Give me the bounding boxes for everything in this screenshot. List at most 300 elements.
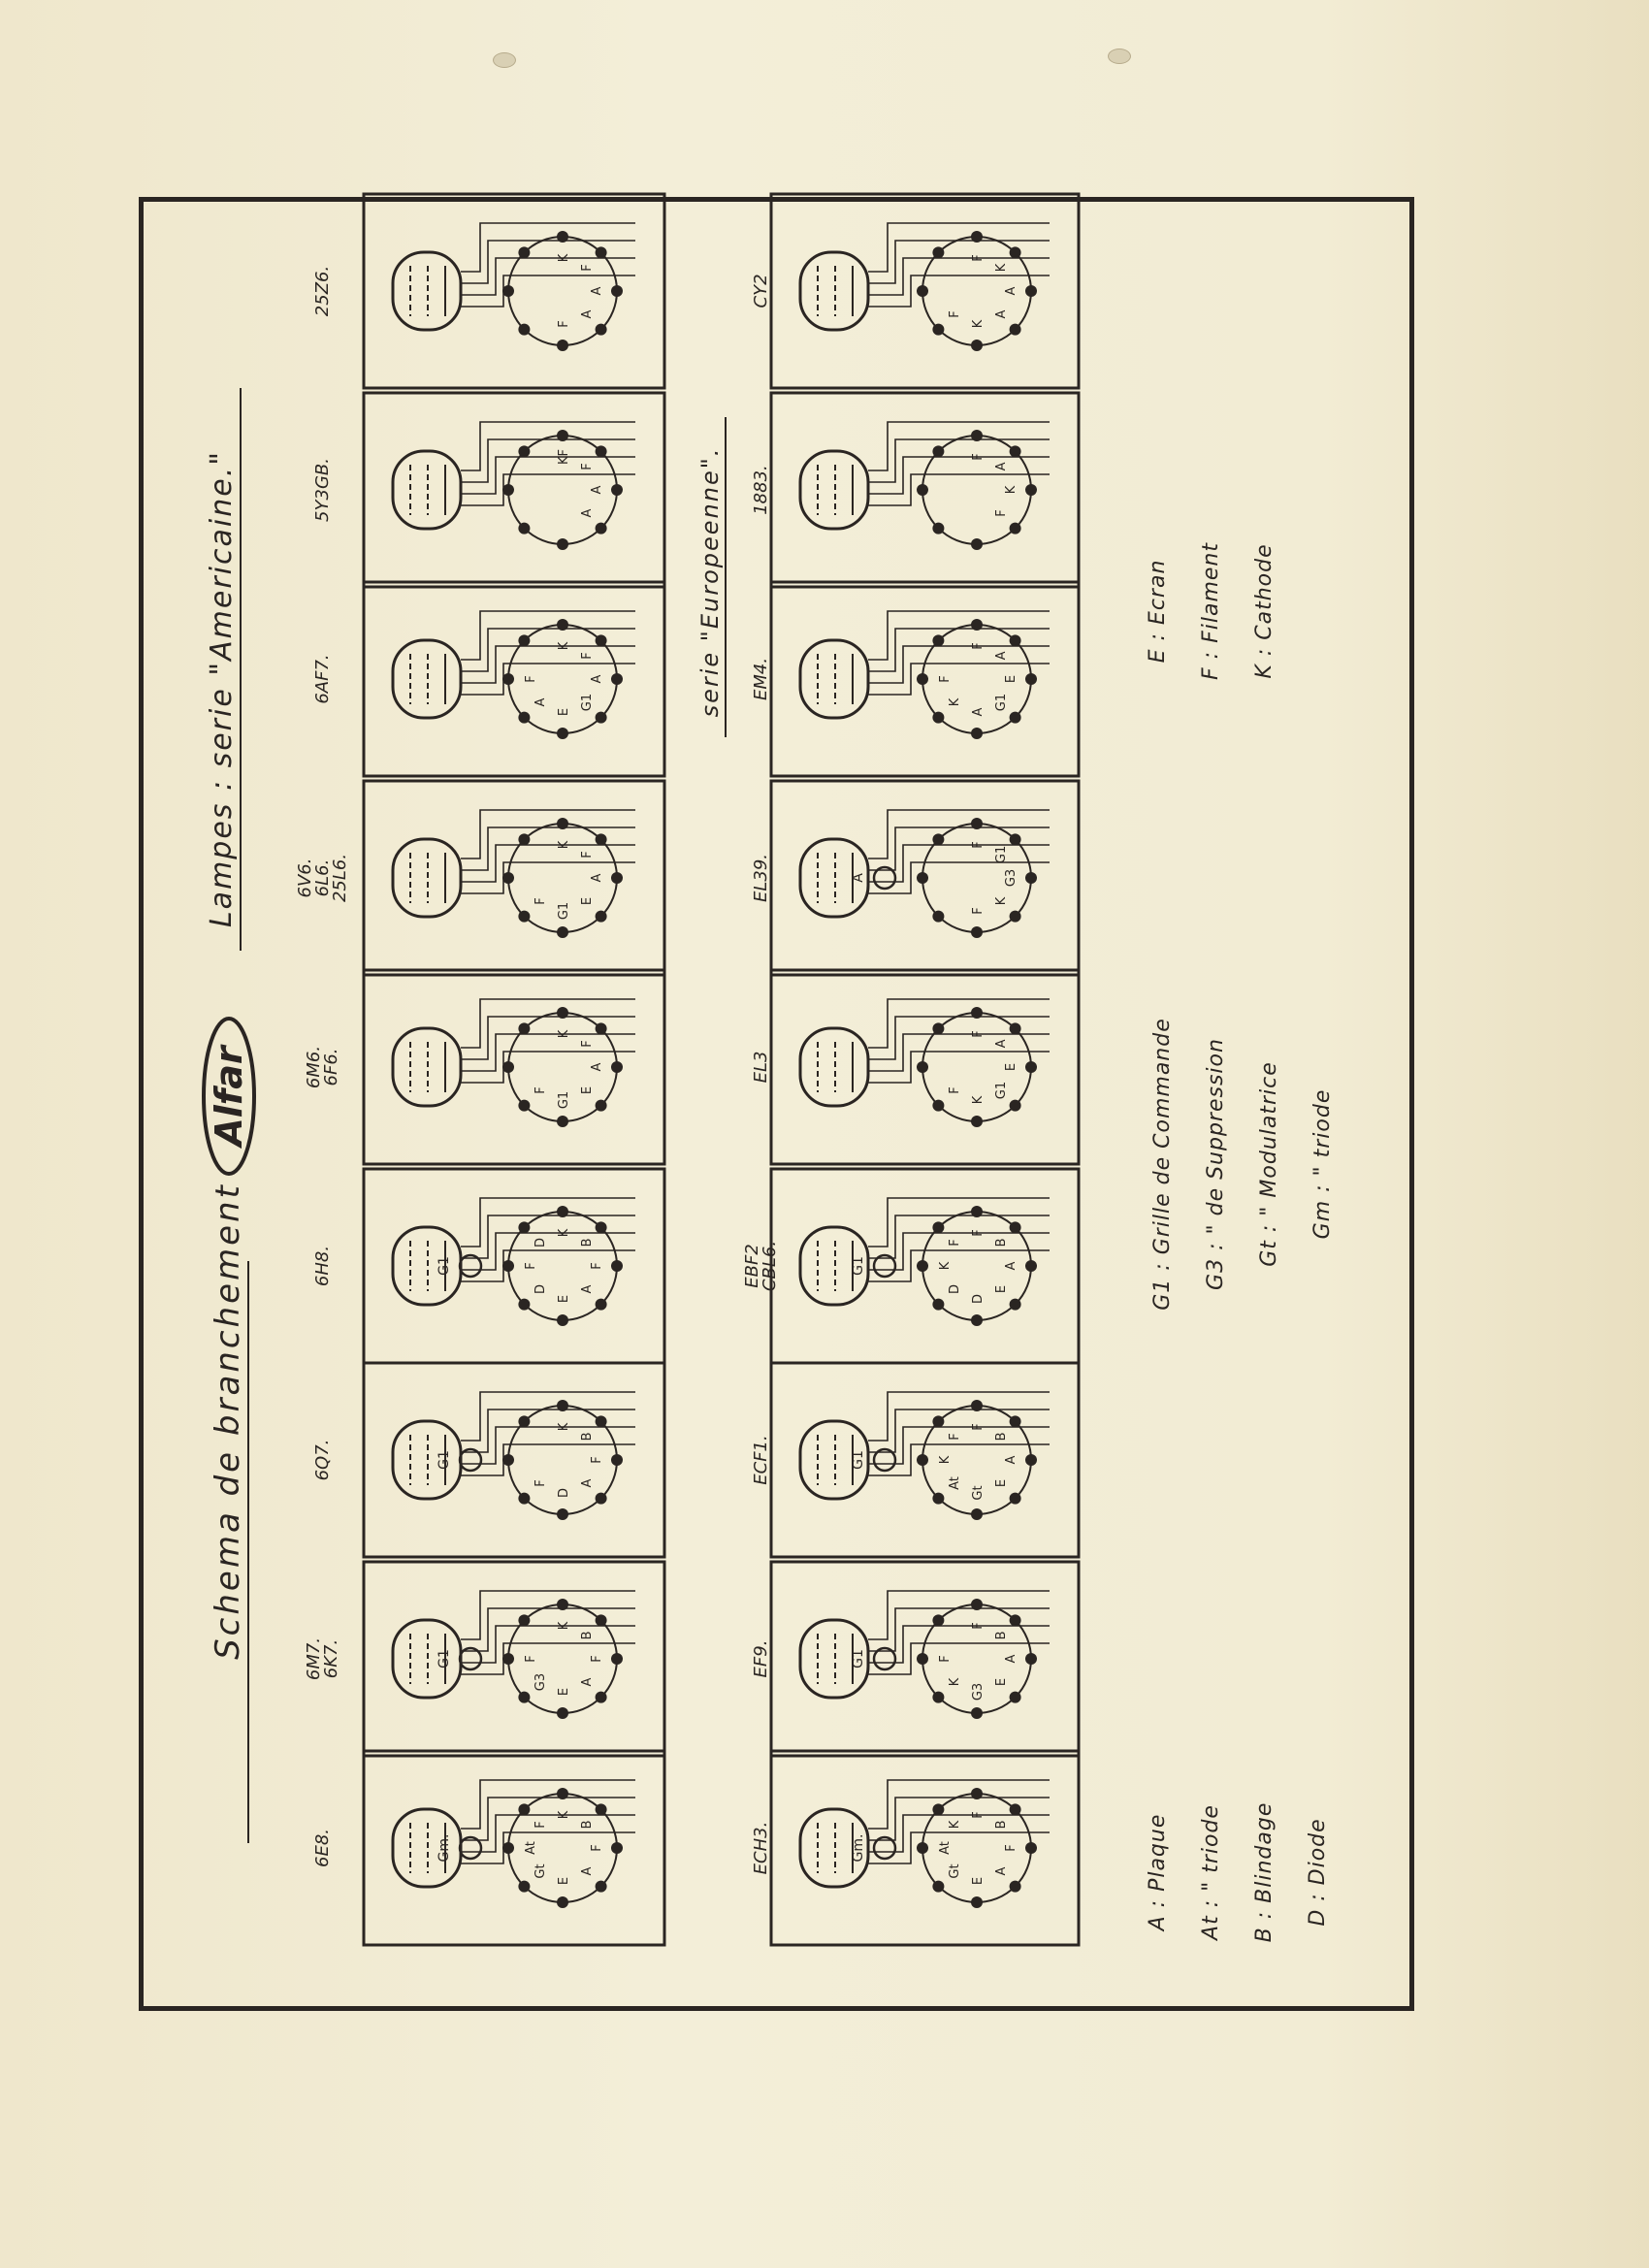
socket-pin <box>932 1415 944 1427</box>
socket-pin <box>611 285 623 297</box>
pin-label: D <box>533 1237 548 1247</box>
pin-label: G1 <box>994 845 1010 864</box>
socket-pin <box>611 673 623 685</box>
socket-pin <box>596 833 607 845</box>
socket-pin <box>1025 1653 1037 1665</box>
legend-entry: E : Ecran <box>1146 559 1170 664</box>
socket-pin <box>932 523 944 535</box>
socket-pin <box>971 538 983 550</box>
pin-label: K <box>1004 485 1018 495</box>
pin-label: F <box>947 1433 962 1441</box>
pin-label: A <box>590 674 604 684</box>
socket-pin <box>596 1493 607 1505</box>
socket-pin <box>1025 1061 1037 1073</box>
socket-pin <box>1010 634 1021 646</box>
pin-label: B <box>580 1631 596 1640</box>
pin-label: F <box>971 1622 986 1630</box>
socket-pin <box>932 1493 944 1505</box>
socket-pin <box>596 523 607 535</box>
pin-label: A <box>994 1866 1010 1876</box>
socket-pin <box>596 1415 607 1427</box>
socket-pin <box>932 1881 944 1893</box>
pin-label: E <box>580 896 596 906</box>
socket-pin <box>932 246 944 258</box>
pin-label: G1 <box>580 693 596 712</box>
pin-label: G3 <box>971 1682 986 1701</box>
pin-label: E <box>1004 674 1018 684</box>
socket-pin <box>917 1653 928 1665</box>
socket-pin <box>611 1454 623 1466</box>
tube-european-2 <box>751 1363 1079 1557</box>
wire <box>461 862 635 893</box>
socket-pin <box>518 1803 530 1815</box>
socket-pin <box>1010 1881 1021 1893</box>
pin-label: B <box>994 1432 1010 1442</box>
pin-label: K <box>938 1261 953 1271</box>
socket-pin <box>1025 872 1037 884</box>
pin-label: K <box>947 1677 962 1687</box>
socket-pin <box>557 1206 568 1217</box>
tube-american-2 <box>312 1363 664 1557</box>
legend-entry: D : Diode <box>1306 1818 1330 1927</box>
pin-label: F <box>971 642 986 650</box>
tube-american-1 <box>304 1562 664 1756</box>
pin-label: G1 <box>557 1090 571 1110</box>
tube-name: EF9. <box>751 1639 771 1678</box>
socket-pin <box>917 673 928 685</box>
grid-cap-label: G1 <box>436 1649 452 1669</box>
tube-name: 25Z6. <box>312 265 333 317</box>
pin-label: A <box>580 508 596 518</box>
socket-pin <box>1025 1454 1037 1466</box>
pin-label: G3 <box>533 1672 548 1692</box>
brand-logo <box>204 1019 254 1174</box>
pin-label: F <box>580 264 596 272</box>
socket-pin <box>971 728 983 739</box>
socket-pin <box>596 911 607 923</box>
legend-entry: F : Filament <box>1199 542 1223 680</box>
pin-label: E <box>580 1085 596 1095</box>
pin-label: Gt <box>971 1485 986 1501</box>
socket-pin <box>1025 1842 1037 1854</box>
tube-name: ECH3. <box>751 1821 771 1875</box>
socket-pin <box>557 538 568 550</box>
pin-label: B <box>580 1238 596 1247</box>
socket-pin <box>971 340 983 351</box>
pin-label: F <box>938 1655 953 1663</box>
pin-label: K <box>557 1029 571 1039</box>
pin-label: A <box>533 697 548 707</box>
socket-pin <box>596 246 607 258</box>
pin-label: At <box>947 1476 962 1490</box>
wire <box>461 275 635 307</box>
pin-label: K <box>557 840 571 850</box>
tube-name: 1883. <box>751 465 771 515</box>
socket-pin <box>917 1842 928 1854</box>
socket-pin <box>557 818 568 829</box>
socket-pin <box>518 1100 530 1112</box>
socket-pin <box>1010 712 1021 724</box>
socket-pin <box>557 1314 568 1326</box>
socket-pin <box>502 673 514 685</box>
pin-label: K <box>557 1621 571 1631</box>
pin-label: K <box>947 1820 962 1830</box>
pin-label: F <box>580 463 596 470</box>
grid-cap-label: G1 <box>851 1256 866 1276</box>
socket-pin <box>1010 246 1021 258</box>
pin-label: K <box>557 1810 571 1820</box>
socket-pin <box>1010 911 1021 923</box>
tube-american-7 <box>312 393 664 587</box>
socket-pin <box>502 1061 514 1073</box>
socket-pin <box>1010 1803 1021 1815</box>
socket-pin <box>557 340 568 351</box>
socket-pin <box>932 911 944 923</box>
socket-pin <box>917 1260 928 1272</box>
pin-label: E <box>994 1284 1010 1294</box>
socket-pin <box>596 1692 607 1703</box>
tube-american-0 <box>312 1751 664 1945</box>
socket-pin <box>932 1022 944 1034</box>
socket-pin <box>596 1614 607 1626</box>
pin-label: A <box>1004 1654 1018 1664</box>
pin-label: E <box>971 1876 986 1886</box>
socket-pin <box>502 1260 514 1272</box>
pin-label: D <box>947 1284 962 1295</box>
tube-name: EL3 <box>751 1051 771 1084</box>
pin-label: B <box>580 1820 596 1830</box>
socket-pin <box>971 1007 983 1019</box>
tube-name: 6L6. <box>312 859 333 897</box>
legend-entry: At : " triode <box>1199 1804 1223 1940</box>
pin-label: K <box>557 253 571 263</box>
tube-european-1 <box>751 1562 1079 1756</box>
pin-label: F <box>971 254 986 262</box>
pin-label: G1 <box>557 901 571 921</box>
pin-label: G3 <box>1004 868 1018 888</box>
pin-label: G1 <box>994 1081 1010 1100</box>
tube-name: EBF2 <box>742 1244 762 1288</box>
socket-pin <box>971 1896 983 1908</box>
socket-pin <box>1010 1221 1021 1233</box>
socket-pin <box>1010 1100 1021 1112</box>
pin-label: KF <box>557 448 571 466</box>
socket-pin <box>1025 673 1037 685</box>
socket-pin <box>1010 833 1021 845</box>
pin-label: F <box>590 1655 604 1663</box>
socket-pin <box>518 833 530 845</box>
socket-pin <box>557 619 568 631</box>
wire <box>461 1643 635 1674</box>
pin-label: E <box>557 1876 571 1886</box>
pin-label: B <box>994 1631 1010 1640</box>
socket-pin <box>518 1493 530 1505</box>
socket-pin <box>1010 523 1021 535</box>
socket-pin <box>1010 445 1021 457</box>
pin-label: K <box>557 1228 571 1238</box>
socket-pin <box>518 1299 530 1311</box>
tube-american-4 <box>304 970 664 1164</box>
pin-label: E <box>1004 1062 1018 1072</box>
legend-entry: Gm : " triode <box>1310 1088 1335 1240</box>
pin-label: A <box>971 707 986 717</box>
socket-pin <box>557 1007 568 1019</box>
socket-pin <box>596 445 607 457</box>
socket-pin <box>596 1221 607 1233</box>
pin-label: F <box>580 652 596 660</box>
socket-pin <box>932 1299 944 1311</box>
socket-pin <box>917 1454 928 1466</box>
socket-pin <box>1010 1614 1021 1626</box>
socket-pin <box>932 445 944 457</box>
socket-pin <box>518 246 530 258</box>
tube-name: 6K7. <box>321 1638 341 1679</box>
socket-pin <box>557 1508 568 1520</box>
pin-label: F <box>971 1423 986 1431</box>
page-title: Schema de branchement <box>209 1183 247 1660</box>
pin-label: K <box>557 641 571 651</box>
pin-label: F <box>947 310 962 318</box>
socket-pin <box>1010 1299 1021 1311</box>
pin-label: A <box>590 873 604 883</box>
wire <box>461 474 635 505</box>
socket-pin <box>971 1206 983 1217</box>
pin-label: F <box>533 1821 548 1829</box>
socket-pin <box>596 1803 607 1815</box>
socket-pin <box>557 1707 568 1719</box>
legend-entry: Gt : " Modulatrice <box>1257 1061 1281 1267</box>
socket-pin <box>502 872 514 884</box>
tube-european-7 <box>751 393 1079 587</box>
grid-cap-label: Gm. <box>436 1833 452 1863</box>
socket-pin <box>971 430 983 441</box>
tube-name: EL39. <box>751 853 771 903</box>
series-heading-european: serie "Europeenne". <box>696 446 724 718</box>
socket-pin <box>596 712 607 724</box>
tube-name: EM4. <box>751 657 771 701</box>
pin-label: F <box>580 851 596 859</box>
socket-pin <box>518 1221 530 1233</box>
pin-label: A <box>994 651 1010 661</box>
socket-pin <box>932 712 944 724</box>
pin-label: E <box>557 1294 571 1304</box>
pin-label: A <box>1004 1261 1018 1271</box>
socket-pin <box>557 728 568 739</box>
tube-european-0 <box>751 1751 1079 1945</box>
tube-name: 6H8. <box>312 1245 333 1287</box>
pin-label: A <box>580 1284 596 1294</box>
socket-pin <box>518 1415 530 1427</box>
socket-pin <box>1025 1260 1037 1272</box>
grid-cap-label: Gm. <box>851 1833 866 1863</box>
pin-label: F <box>947 1086 962 1094</box>
socket-pin <box>917 484 928 496</box>
socket-pin <box>611 1842 623 1854</box>
legend-entry: K : Cathode <box>1252 543 1277 679</box>
wire <box>461 1832 635 1863</box>
socket-pin <box>611 1260 623 1272</box>
socket-pin <box>557 1400 568 1411</box>
pin-label: K <box>971 319 986 329</box>
tube-european-4 <box>751 970 1079 1164</box>
pin-label: K <box>971 1095 986 1105</box>
socket-pin <box>971 1116 983 1127</box>
tube-name: CBL6. <box>760 1240 780 1292</box>
pin-label: E <box>557 1687 571 1697</box>
socket-pin <box>1010 1022 1021 1034</box>
tube-name: CY2 <box>751 274 771 308</box>
tube-name: 6Q7. <box>312 1439 333 1481</box>
socket-pin <box>596 1022 607 1034</box>
socket-pin <box>518 911 530 923</box>
pin-label: A <box>580 1677 596 1687</box>
socket-pin <box>518 712 530 724</box>
pin-label: F <box>524 1262 538 1270</box>
pin-label: A <box>590 286 604 296</box>
socket-pin <box>596 1299 607 1311</box>
tube-european-8 <box>751 194 1079 388</box>
socket-pin <box>557 430 568 441</box>
socket-pin <box>557 1896 568 1908</box>
socket-pin <box>1010 1692 1021 1703</box>
socket-pin <box>917 285 928 297</box>
legend-entry: G1 : Grille de Commande <box>1150 1018 1175 1311</box>
pin-label: F <box>533 1086 548 1094</box>
pin-label: A <box>994 462 1010 471</box>
pin-label: K <box>994 896 1010 906</box>
wire <box>461 1250 635 1281</box>
socket-pin <box>611 484 623 496</box>
socket-pin <box>971 1314 983 1326</box>
pin-label: F <box>971 907 986 915</box>
pin-label: D <box>971 1293 986 1305</box>
socket-pin <box>971 1707 983 1719</box>
pin-label: A <box>580 1478 596 1488</box>
pin-label: F <box>524 1655 538 1663</box>
pin-label: At <box>938 1841 953 1855</box>
socket-pin <box>1025 484 1037 496</box>
socket-pin <box>932 1100 944 1112</box>
socket-pin <box>596 634 607 646</box>
socket-pin <box>502 1454 514 1466</box>
socket-pin <box>518 1614 530 1626</box>
socket-pin <box>557 1116 568 1127</box>
socket-pin <box>932 1614 944 1626</box>
socket-pin <box>557 1599 568 1610</box>
pin-label: G1 <box>994 693 1010 712</box>
socket-pin <box>611 1061 623 1073</box>
tube-name: 6M6. <box>304 1045 324 1089</box>
pin-label: F <box>971 1811 986 1819</box>
grid-cap-label: G1 <box>436 1450 452 1470</box>
wire <box>461 1444 635 1475</box>
pin-label: F <box>533 1479 548 1487</box>
socket-pin <box>971 1508 983 1520</box>
socket-pin <box>502 285 514 297</box>
pin-label: A <box>590 485 604 495</box>
socket-pin <box>1010 324 1021 336</box>
socket-pin <box>932 324 944 336</box>
pin-label: E <box>994 1478 1010 1488</box>
tube-name: 6M7. <box>304 1636 324 1681</box>
pin-label: F <box>971 841 986 849</box>
pin-label: K <box>557 1422 571 1432</box>
socket-pin <box>502 484 514 496</box>
pin-label: Gt <box>533 1863 548 1879</box>
pin-label: E <box>994 1677 1010 1687</box>
tube-name: 25L6. <box>330 853 350 903</box>
socket-pin <box>1010 1493 1021 1505</box>
socket-pin <box>518 634 530 646</box>
pin-label: F <box>590 1456 604 1464</box>
brand-name: Alfar <box>208 1046 250 1147</box>
legend-entry: A : Plaque <box>1146 1813 1170 1931</box>
socket-pin <box>557 1788 568 1799</box>
pin-label: B <box>994 1820 1010 1830</box>
tube-european-3 <box>742 1169 1079 1363</box>
socket-pin <box>932 634 944 646</box>
socket-pin <box>611 1653 623 1665</box>
tube-american-5 <box>295 781 664 975</box>
pin-label: A <box>580 1866 596 1876</box>
pin-label: A <box>994 309 1010 319</box>
tube-european-6 <box>751 582 1079 776</box>
socket-pin <box>971 1400 983 1411</box>
pin-label: A <box>1004 1455 1018 1465</box>
pin-label: F <box>557 320 571 328</box>
socket-pin <box>611 872 623 884</box>
socket-pin <box>971 1788 983 1799</box>
pin-label: A <box>994 1039 1010 1049</box>
tube-name: ECF1. <box>751 1435 771 1485</box>
pin-label: F <box>590 1844 604 1852</box>
legend-entry: G3 : " de Suppression <box>1204 1038 1228 1290</box>
pin-label: K <box>947 697 962 707</box>
socket-pin <box>518 1022 530 1034</box>
pin-label: At <box>524 1841 538 1855</box>
socket-pin <box>971 619 983 631</box>
tube-name: 5Y3GB. <box>312 458 333 522</box>
pin-label: F <box>938 675 953 683</box>
grid-cap-label: G1 <box>851 1450 866 1470</box>
wire <box>461 664 635 695</box>
pin-label: D <box>557 1487 571 1499</box>
socket-pin <box>518 523 530 535</box>
socket-pin <box>917 872 928 884</box>
socket-pin <box>971 1599 983 1610</box>
pin-label: A <box>1004 286 1018 296</box>
socket-pin <box>557 231 568 243</box>
legend-entry: B : Blindage <box>1252 1801 1277 1943</box>
pin-label: B <box>994 1238 1010 1247</box>
socket-pin <box>1025 285 1037 297</box>
pin-label: F <box>947 1239 962 1247</box>
pin-label: A <box>590 1062 604 1072</box>
wire <box>461 1052 635 1083</box>
pin-label: E <box>557 707 571 717</box>
pin-label: F <box>971 1229 986 1237</box>
socket-pin <box>518 445 530 457</box>
pin-label: F <box>994 509 1010 517</box>
socket-pin <box>917 1061 928 1073</box>
pin-label: F <box>533 897 548 905</box>
grid-cap-label: G1 <box>436 1256 452 1276</box>
grid-cap-label: G1 <box>851 1649 866 1669</box>
tube-american-6 <box>312 582 664 776</box>
socket-pin <box>502 1653 514 1665</box>
tube-name: 6V6. <box>295 858 315 898</box>
socket-pin <box>502 1842 514 1854</box>
